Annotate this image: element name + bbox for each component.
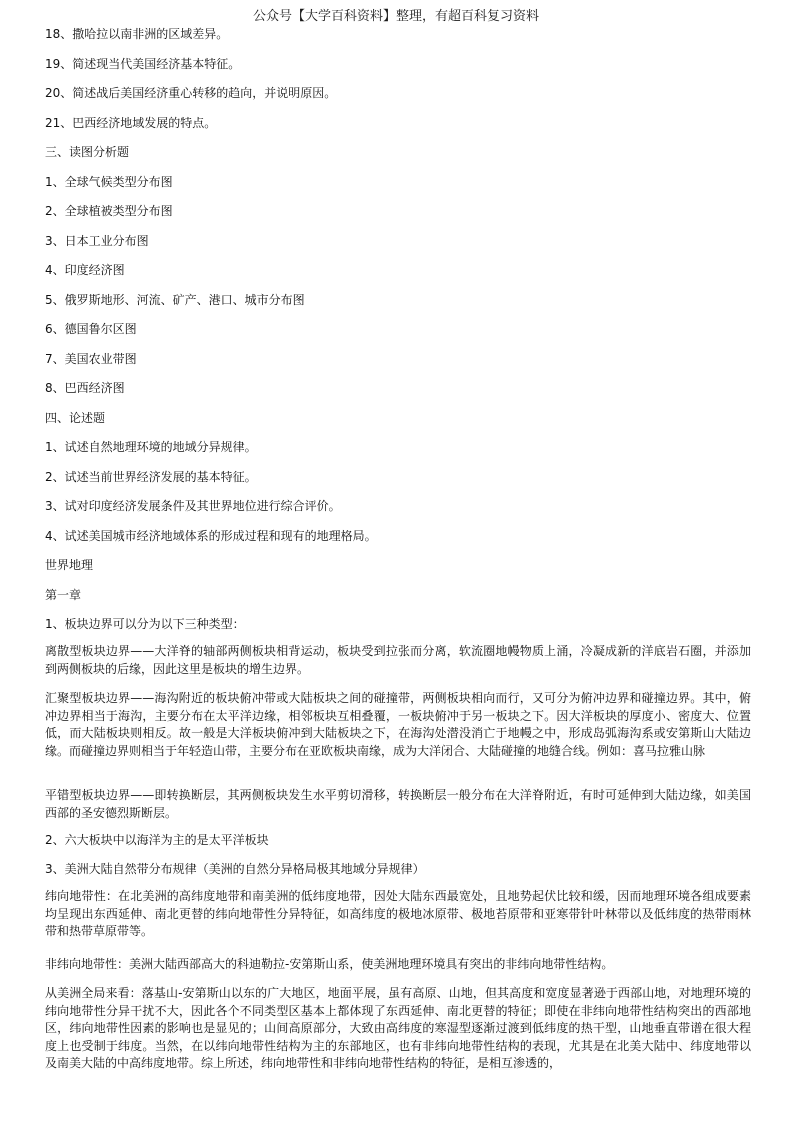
paragraph-transform-boundary: 平错型板块边界——即转换断层，其两侧板块发生水平剪切滑移，转换断层一般分布在大洋脊附近，有时可延伸到大陆边缘，如美国西部的圣安德烈斯断层。 xyxy=(45,788,751,820)
map-item-6: 6、德国鲁尔区图 xyxy=(45,322,137,336)
map-item-7: 7、美国农业带图 xyxy=(45,352,137,366)
topic-pacific-plate: 2、六大板块中以海洋为主的是太平洋板块 xyxy=(45,833,269,847)
map-item-8: 8、巴西经济图 xyxy=(45,381,125,395)
subject-title: 世界地理 xyxy=(45,558,94,572)
essay-item-1: 1、试述自然地理环境的地域分异规律。 xyxy=(45,440,257,454)
question-18: 18、撒哈拉以南非洲的区域差异。 xyxy=(45,27,229,41)
chapter-title: 第一章 xyxy=(45,588,82,602)
paragraph-americas-overview: 从美洲全局来看：落基山-安第斯山以东的广大地区，地面平展，虽有高原、山地，但其高度和宽度显著逊于西部山地，对地理环境的纬向地带性分异干扰不大，因此各个不同类型区基本上都体现了东西延伸、南北更替的特征；即使在非纬向地带性结构突出的西部地区，纬向地带性因素的影响也是显见的；山间高原部分，大致由高纬度的寒湿型逐渐过渡到低纬度的热干型，山地垂直带谱在很大程度上也受制于纬度。当然，在以纬向地带性结构为主的东部地区，也有非纬向地带性结构的表现，尤其是在北美大陆中、纬度地带以及南美大陆的中高纬度地带。综上所述，纬向地带性和非纬向地带性结构的特征，是相互渗透的， xyxy=(45,986,751,1070)
section-heading-essay: 四、论述题 xyxy=(45,411,106,425)
paragraph-non-latitudinal-zonation: 非纬向地带性：美洲大陆西部高大的科迪勒拉-安第斯山系，使美洲地理环境具有突出的非纬向地带性结构。 xyxy=(45,957,614,971)
topic-americas-zonation: 3、美洲大陆自然带分布规律（美洲的自然分异格局极其地域分异规律） xyxy=(45,862,425,876)
section-heading-map-analysis: 三、读图分析题 xyxy=(45,145,130,159)
paragraph-latitudinal-zonation: 纬向地带性：在北美洲的高纬度地带和南美洲的低纬度地带，因处大陆东西最宽处，且地势起伏比较和缓，因而地理环境各组成要素均呈现出东西延伸、南北更替的纬向地带性分异特征，如高纬度的极地冰原带、极地苔原带和亚寒带针叶林带以及低纬度的热带雨林带和热带草原带等。 xyxy=(45,889,751,938)
essay-item-2: 2、试述当前世界经济发展的基本特征。 xyxy=(45,470,257,484)
map-item-5: 5、俄罗斯地形、河流、矿产、港口、城市分布图 xyxy=(45,293,305,307)
paragraph-divergent-boundary: 离散型板块边界——大洋脊的轴部两侧板块相背运动，板块受到拉张而分离，软流圈地幔物质上涌，冷凝成新的洋底岩石圈，并添加到两侧板块的后缘，因此这里是板块的增生边界。 xyxy=(45,644,751,676)
paragraph-convergent-boundary: 汇聚型板块边界——海沟附近的板块俯冲带或大陆板块之间的碰撞带，两侧板块相向而行，又可分为俯冲边界和碰撞边界。其中，俯冲边界相当于海沟，主要分布在太平洋边缘，相邻板块互相叠覆，一板块俯冲于另一板块之下。因大洋板块的厚度小、密度大、位置低，而大陆板块则相反。故一般是大洋板块俯冲到大陆板块之下，在海沟处潜没消亡于地幔之中，形成岛弧海沟系或安第斯山大陆边缘。而碰撞边界则相当于年轻造山带，主要分布在亚欧板块南缘，成为大洋闭合、大陆碰撞的地缝合线。例如：喜马拉雅山脉 xyxy=(45,691,751,758)
page-header: 公众号【大学百科资料】整理，有超百科复习资料 xyxy=(252,9,539,24)
map-item-4: 4、印度经济图 xyxy=(45,263,125,277)
topic-plate-boundaries: 1、板块边界可以分为以下三种类型： xyxy=(45,617,245,631)
essay-item-3: 3、试对印度经济发展条件及其世界地位进行综合评价。 xyxy=(45,499,341,513)
question-21: 21、巴西经济地域发展的特点。 xyxy=(45,116,217,130)
map-item-3: 3、日本工业分布图 xyxy=(45,234,149,248)
essay-item-4: 4、试述美国城市经济地域体系的形成过程和现有的地理格局。 xyxy=(45,529,377,543)
question-20: 20、简述战后美国经济重心转移的趋向，并说明原因。 xyxy=(45,86,337,100)
map-item-2: 2、全球植被类型分布图 xyxy=(45,204,173,218)
map-item-1: 1、全球气候类型分布图 xyxy=(45,175,173,189)
question-19: 19、简述现当代美国经济基本特征。 xyxy=(45,57,241,71)
